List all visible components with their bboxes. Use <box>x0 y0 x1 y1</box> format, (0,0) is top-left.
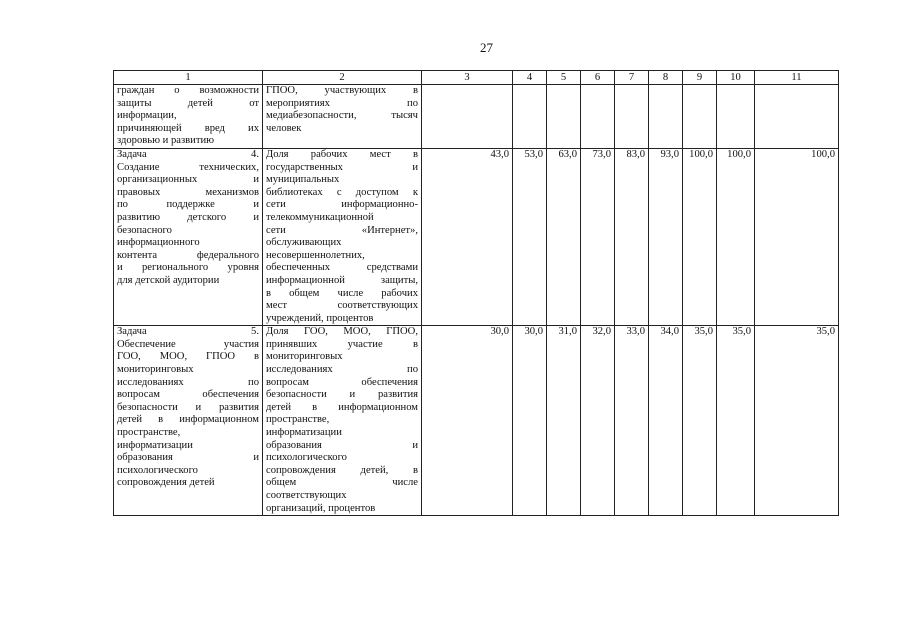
value-cell <box>581 85 615 149</box>
indicator-cell-line: безопасности и развития <box>266 389 418 401</box>
task-cell-line: информации, <box>117 110 177 122</box>
page-number: 27 <box>480 40 493 55</box>
value-cell: 73,0 <box>581 148 615 325</box>
table-row <box>114 148 839 325</box>
value-cell <box>615 85 649 149</box>
indicator-cell-line: несовершеннолетних, <box>266 249 365 261</box>
value-cell <box>683 85 717 149</box>
task-cell-line: причиняющей вред их <box>117 122 259 134</box>
indicator-cell-line: ГПОО, участвующих в <box>266 85 418 96</box>
indicator-cell-line: пространстве, <box>266 414 330 426</box>
value-cell: 34,0 <box>649 326 683 516</box>
indicator-cell-line: психологического <box>266 452 347 464</box>
value-cell <box>717 85 755 149</box>
task-cell-line: ГОО, МОО, ГПОО в <box>117 351 259 363</box>
indicator-cell-line: организаций, процентов <box>266 502 376 514</box>
task-cell-line: Создание технических, <box>117 161 259 173</box>
task-cell-line: для детской аудитории <box>117 274 220 286</box>
indicator-cell-line: в общем числе рабочих <box>266 287 418 299</box>
value-cell: 31,0 <box>547 326 581 516</box>
column-header: 11 <box>755 71 839 85</box>
value-cell: 35,0 <box>683 326 717 516</box>
column-header: 8 <box>649 71 683 85</box>
value-cell: 43,0 <box>422 148 513 325</box>
task-cell-line: психологического <box>117 464 198 476</box>
value-cell: 53,0 <box>513 148 547 325</box>
indicator-cell-line: сопровождения детей, в <box>266 464 418 476</box>
value-cell: 63,0 <box>547 148 581 325</box>
indicator-cell-line: человек <box>266 122 302 134</box>
indicator-cell-line: муниципальных <box>266 174 340 186</box>
indicator-cell-line: мониторинговых <box>266 351 343 363</box>
value-cell <box>755 85 839 149</box>
indicator-cell <box>263 85 422 149</box>
indicator-cell-line: обслуживающих <box>266 237 342 249</box>
indicator-cell-line: библиотеках с доступом к <box>266 186 418 198</box>
value-cell: 35,0 <box>755 326 839 516</box>
indicator-cell-line: Доля рабочих мест в <box>266 148 418 160</box>
column-header: 4 <box>513 71 547 85</box>
column-header: 2 <box>263 71 422 85</box>
task-cell-line: безопасности и развития <box>117 401 259 413</box>
indicator-cell-line: детей в информационном <box>266 401 418 413</box>
task-cell <box>114 326 263 516</box>
indicator-cell-line: вопросам обеспечения <box>266 376 418 388</box>
value-cell: 33,0 <box>615 326 649 516</box>
task-cell-line: информационного <box>117 237 200 249</box>
column-header: 1 <box>114 71 263 85</box>
indicator-cell-line: общем числе <box>266 477 418 489</box>
indicator-cell-line: исследованиях по <box>266 364 418 376</box>
task-cell-line: образования и <box>117 452 259 464</box>
indicator-cell-line: государственных и <box>266 161 418 173</box>
task-cell <box>114 85 263 149</box>
indicator-cell-line: соответствующих <box>266 490 347 501</box>
indicator-cell-line: информатизации <box>266 427 342 439</box>
value-cell: 30,0 <box>513 326 547 516</box>
indicator-table <box>113 70 839 516</box>
value-cell: 93,0 <box>649 148 683 325</box>
task-cell <box>114 148 263 325</box>
task-cell-line: вопросам обеспечения <box>117 389 259 401</box>
column-header: 10 <box>717 71 755 85</box>
column-header: 3 <box>422 71 513 85</box>
indicator-cell-line: мест соответствующих <box>266 300 418 312</box>
column-header: 9 <box>683 71 717 85</box>
column-header: 6 <box>581 71 615 85</box>
task-cell-line: исследованиях по <box>117 376 259 388</box>
indicator-cell-line: мероприятиях по <box>266 97 418 109</box>
task-cell-line: пространстве, <box>117 427 181 439</box>
value-cell: 30,0 <box>422 326 513 516</box>
task-cell-line: по поддержке и <box>117 199 259 211</box>
task-cell-line: информатизации <box>117 439 193 451</box>
value-cell: 100,0 <box>717 148 755 325</box>
task-cell-line: защиты детей от <box>117 97 259 109</box>
indicator-cell <box>263 148 422 325</box>
indicator-cell-line: Доля ГОО, МОО, ГПОО, <box>266 326 418 338</box>
value-cell: 100,0 <box>683 148 717 325</box>
table-row <box>114 326 839 516</box>
indicator-cell-line: принявших участие в <box>266 338 418 350</box>
indicator-cell-line: телекоммуникационной <box>266 211 374 223</box>
column-header: 7 <box>615 71 649 85</box>
value-cell <box>422 85 513 149</box>
task-cell-line: граждан о возможности <box>117 85 259 96</box>
value-cell <box>649 85 683 149</box>
value-cell: 35,0 <box>717 326 755 516</box>
indicator-cell-line: сети информационно- <box>266 199 418 211</box>
indicator-cell-line: учреждений, процентов <box>266 312 374 324</box>
task-cell-line: Задача 4. <box>117 148 259 160</box>
task-cell-line: правовых механизмов <box>117 186 259 198</box>
task-cell-line: и регионального уровня <box>117 262 259 274</box>
indicator-cell <box>263 326 422 516</box>
indicator-cell-line: сети «Интернет», <box>266 224 418 236</box>
value-cell <box>513 85 547 149</box>
indicator-cell-line: обеспеченных средствами <box>266 262 418 274</box>
value-cell: 32,0 <box>581 326 615 516</box>
task-cell-line: сопровождения детей <box>117 477 215 489</box>
value-cell: 83,0 <box>615 148 649 325</box>
task-cell-line: организационных и <box>117 174 259 186</box>
task-cell-line: Задача 5. <box>117 326 259 338</box>
task-cell-line: детей в информационном <box>117 414 259 426</box>
value-cell <box>547 85 581 149</box>
indicator-cell-line: информационной защиты, <box>266 274 418 286</box>
table-row <box>114 85 839 149</box>
indicator-cell-line: медиабезопасности, тысяч <box>266 110 418 122</box>
indicator-cell-line: образования и <box>266 439 418 451</box>
task-cell-line: мониторинговых <box>117 364 194 376</box>
column-header: 5 <box>547 71 581 85</box>
task-cell-line: развитию детского и <box>117 211 259 223</box>
column-number-row <box>114 71 839 85</box>
task-cell-line: здоровью и развитию <box>117 135 215 147</box>
value-cell: 100,0 <box>755 148 839 325</box>
task-cell-line: Обеспечение участия <box>117 338 259 350</box>
task-cell-line: контента федерального <box>117 249 259 261</box>
task-cell-line: безопасного <box>117 224 172 236</box>
